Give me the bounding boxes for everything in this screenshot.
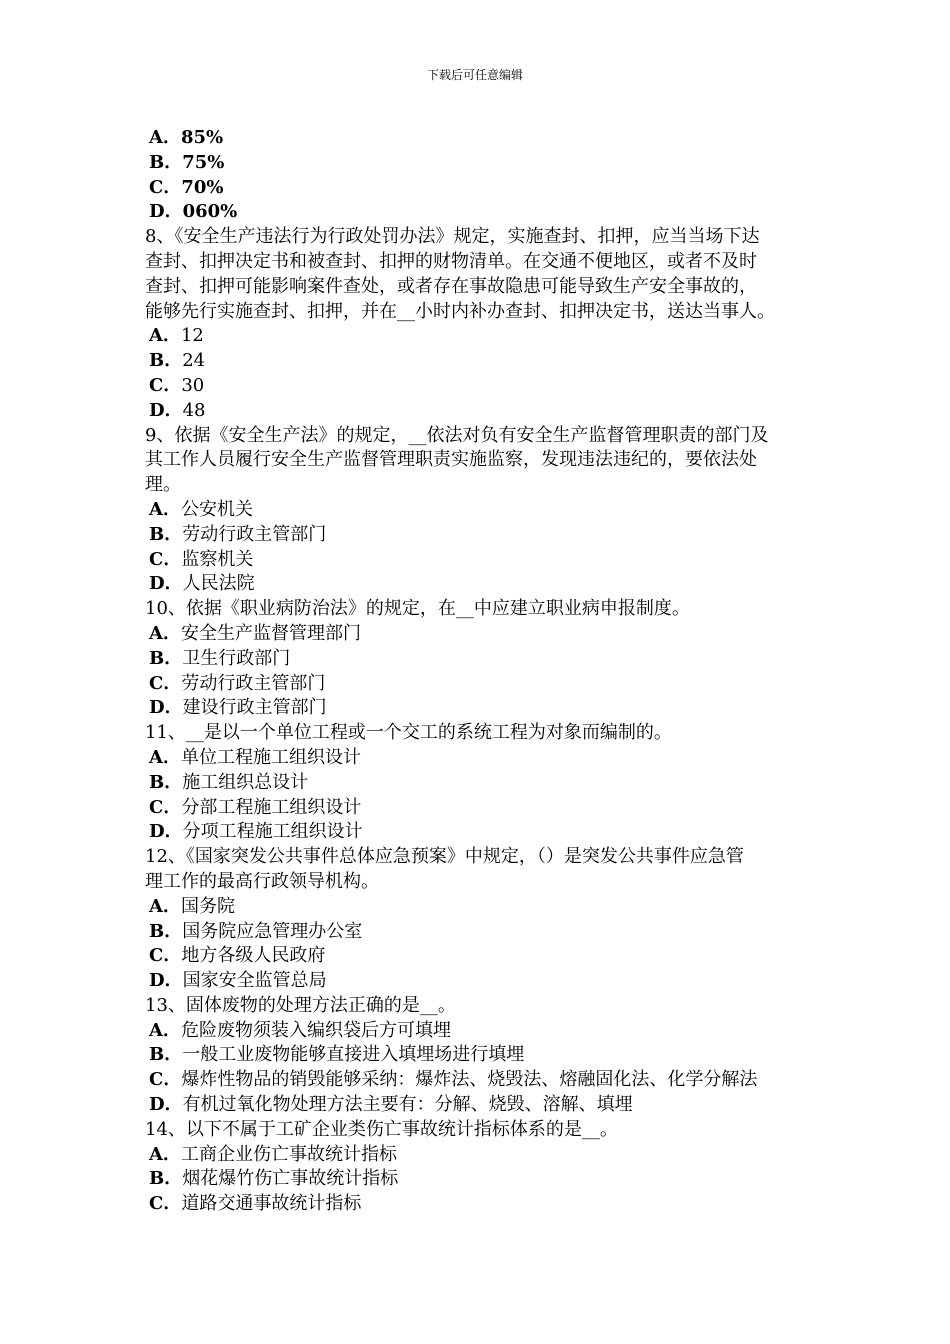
option-b: B．国务院应急管理办公室 (149, 920, 363, 942)
question-text-line: 9、依据《安全生产法》的规定，__依法对负有安全生产监督管理职责的部门及 (145, 424, 769, 446)
question-text-line: 查封、扣押决定书和被查封、扣押的财物清单。在交通不便地区，或者不及时 (145, 250, 757, 272)
option-b: B．75% (149, 151, 225, 173)
option-c: C．地方各级人民政府 (149, 945, 326, 967)
option-a: A．工商企业伤亡事故统计指标 (149, 1143, 397, 1165)
option-b: B．卫生行政部门 (149, 647, 291, 669)
question-text-line: 能够先行实施查封、扣押，并在__小时内补办查封、扣押决定书，送达当事人。 (145, 300, 775, 322)
question-text-line: 13、固体废物的处理方法正确的是__。 (145, 994, 456, 1016)
option-a: A．国务院 (149, 895, 235, 917)
option-d: D．分项工程施工组织设计 (149, 821, 363, 843)
option-b: B．劳动行政主管部门 (149, 523, 327, 545)
option-a: A．危险废物须装入编织袋后方可填埋 (149, 1019, 451, 1041)
question-block (145, 225, 825, 423)
question-text-line: 12、《国家突发公共事件总体应急预案》中规定，（）是突发公共事件应急管 (145, 846, 744, 868)
option-b: B．24 (149, 350, 206, 372)
question-text-line: 理。 (145, 474, 181, 496)
question-block (145, 1118, 825, 1217)
option-a: A．安全生产监督管理部门 (149, 622, 361, 644)
option-c: C．爆炸性物品的销毁能够采纳：爆炸法、烧毁法、熔融固化法、化学分解法 (149, 1069, 758, 1091)
option-c: C．监察机关 (149, 548, 254, 570)
question-text-line: 10、依据《职业病防治法》的规定，在__中应建立职业病申报制度。 (145, 598, 690, 620)
question-text-line: 查封、扣押可能影响案件查处，或者存在事故隐患可能导致生产安全事故的， (145, 275, 757, 297)
option-a: A．单位工程施工组织设计 (149, 746, 361, 768)
question-block (145, 597, 825, 721)
question-text-line: 14、以下不属于工矿企业类伤亡事故统计指标体系的是__。 (145, 1118, 618, 1140)
option-c: C．道路交通事故统计指标 (149, 1193, 362, 1215)
question-text-line: 11、__是以一个单位工程或一个交工的系统工程为对象而编制的。 (145, 722, 672, 744)
option-c: C．30 (149, 374, 205, 396)
option-d: D．人民法院 (149, 573, 255, 595)
option-d: D．060% (149, 201, 238, 223)
option-b: B．施工组织总设计 (149, 771, 309, 793)
question-text-line: 8、《安全生产违法行为行政处罚办法》规定，实施查封、扣押，应当当场下达 (145, 226, 760, 248)
question-block (145, 994, 825, 1118)
question-block (145, 845, 825, 994)
option-b: B．一般工业废物能够直接进入填埋场进行填埋 (149, 1044, 525, 1066)
question-list (145, 225, 825, 1217)
prev-question-options (145, 126, 825, 225)
option-c: C．劳动行政主管部门 (149, 672, 326, 694)
option-a: A．85% (149, 127, 224, 148)
option-d: D．国家安全监管总局 (149, 970, 327, 992)
option-d: D．有机过氧化物处理方法主要有：分解、烧毁、溶解、填埋 (149, 1094, 633, 1116)
question-text-line: 理工作的最高行政领导机构。 (145, 870, 379, 892)
document-body (145, 126, 825, 1217)
option-a: A．12 (149, 325, 204, 347)
question-block (145, 424, 825, 598)
option-c: C．70% (149, 176, 224, 198)
option-d: D．建设行政主管部门 (149, 697, 327, 719)
question-block (145, 721, 825, 845)
page-header: 下载后可任意编辑 (426, 68, 523, 82)
option-b: B．烟花爆竹伤亡事故统计指标 (149, 1168, 399, 1190)
question-text-line: 其工作人员履行安全生产监督管理职责实施监察，发现违法违纪的，要依法处 (145, 449, 757, 471)
option-a: A．公安机关 (149, 498, 253, 520)
option-c: C．分部工程施工组织设计 (149, 796, 362, 818)
option-d: D．48 (149, 399, 206, 421)
